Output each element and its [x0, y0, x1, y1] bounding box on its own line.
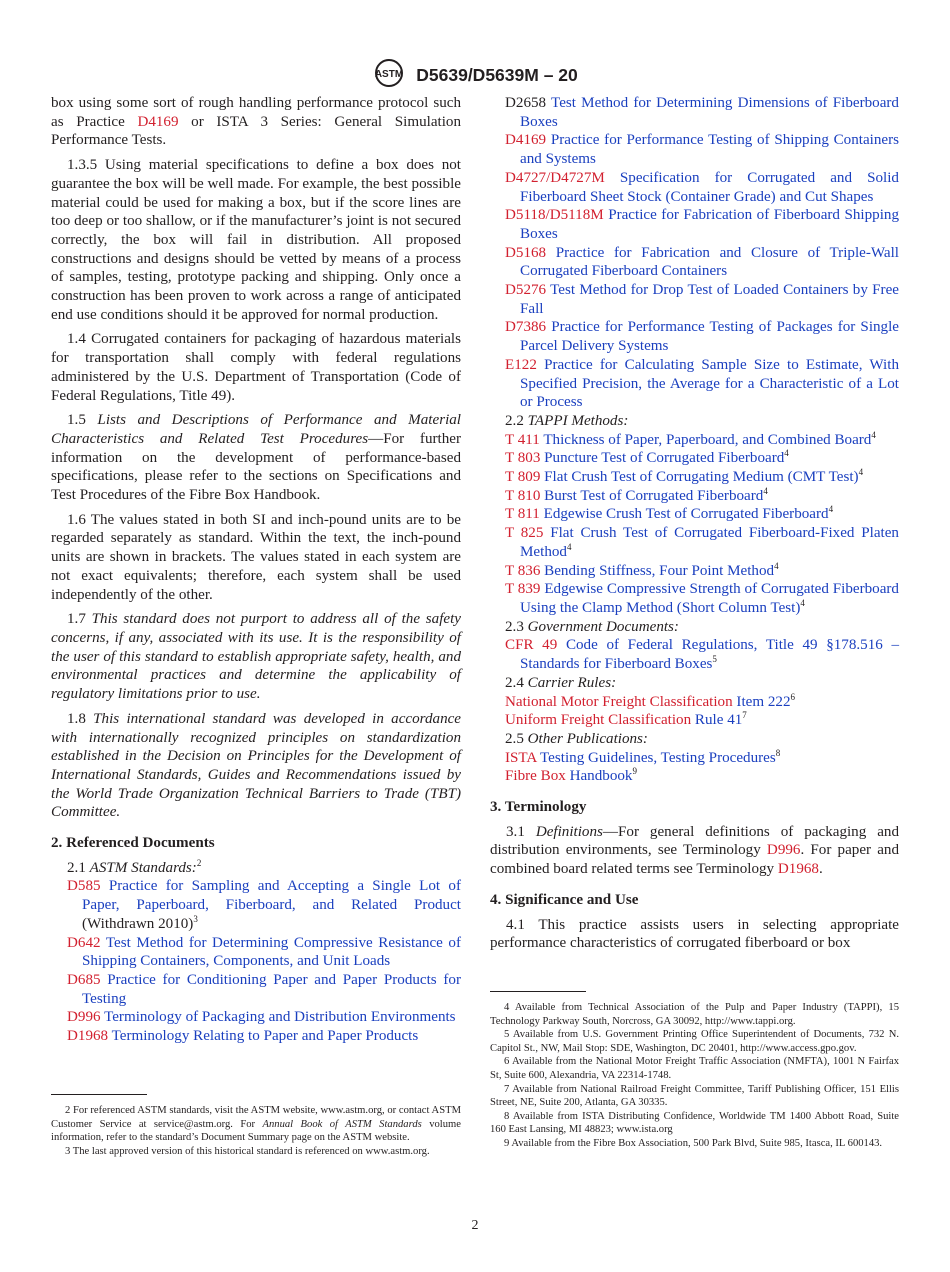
ref-title[interactable]: Practice for Performance Testing of Packages for Single Parcel Delivery Systems	[520, 319, 899, 355]
ref-title[interactable]: Puncture Test of Corrugated Fiberboard	[544, 450, 785, 467]
reference-t809: T 809 Flat Crush Test of Corrugating Medium (CMT Test)$^4$	[505, 467, 864, 486]
ref-title[interactable]: Edgewise Crush Test of Corrugated Fiberboard	[543, 506, 829, 523]
ref-title[interactable]: Practice for Fabrication of Fiberboard Shipping Boxes	[520, 207, 899, 242]
ref-title[interactable]: Practice for Conditioning Paper and Paper Products for Testing	[82, 971, 461, 1007]
ref-code[interactable]: D4169	[505, 132, 547, 149]
reference-d2658	[505, 94, 899, 131]
reference-d642	[67, 934, 461, 971]
ref-code[interactable]: D5118/D5118M	[505, 207, 604, 224]
section-heading-terminology: 3. Terminology	[490, 799, 587, 816]
left-column	[51, 94, 461, 1046]
reference-d7386	[505, 318, 899, 355]
ref-title[interactable]: Test Method for Drop Test of Loaded Containers by Free Fall	[520, 282, 899, 317]
ref-code[interactable]: ISTA	[505, 749, 537, 766]
ref-code[interactable]: T 809	[505, 469, 541, 486]
ref-code[interactable]: D585	[67, 878, 101, 895]
reference-d5118	[505, 206, 899, 243]
reference-t825: T 825 Flat Crush Test of Corrugated Fiberboard-Fixed Platen Method$^4$	[505, 525, 899, 560]
ref-code[interactable]: D685	[67, 971, 101, 988]
ref-code: D2658	[505, 95, 547, 111]
footnote-2: 2 For referenced ASTM standards, visit the ASTM website, www.astm.org, or contact ASTM Customer Service at service@astm.org. For Annual Book of ASTM Standards volume information, refer to the standard’s Document Summary page on the ASTM website.	[51, 1105, 461, 1144]
ref-title[interactable]: Terminology Relating to Paper and Paper Products	[111, 1028, 419, 1045]
link-d4169[interactable]: D4169	[137, 113, 179, 130]
reference-fibre-box: Fibre Box Handbook$^9$	[505, 766, 637, 785]
paragraph-1-4: 1.4 Corrugated containers for packaging of hazardous materials for transportation shall comply with federal regulations administered by the U.S. Department of Transportation (Code of Federal Regulations, Title 49).	[51, 331, 461, 404]
ref-title[interactable]: Code of Federal Regulations, Title 49 §178.516 – Standards for Fiberboard Boxes	[520, 637, 899, 673]
reference-d585: D585 Practice for Sampling and Accepting a Single Lot of Paper, Paperboard, Fiberboard, and Related Product (Withdrawn 2010)$^3$	[67, 878, 461, 932]
ref-title[interactable]: Specification for Corrugated and Solid Fiberboard Sheet Stock (Container Grade) and Cut Shapes	[520, 169, 899, 205]
ref-code[interactable]: Fibre Box	[505, 768, 566, 785]
ref-code[interactable]: T 803	[505, 450, 541, 467]
reference-e122	[505, 356, 899, 412]
ref-title[interactable]: Terminology of Packaging and Distribution Environments	[104, 1009, 456, 1026]
footnote-rule-right	[490, 991, 586, 992]
ref-code[interactable]: D5168	[505, 244, 547, 261]
reference-t811: T 811 Edgewise Crush Test of Corrugated Fiberboard$^4$	[505, 504, 834, 523]
ref-title[interactable]: Practice for Sampling and Accepting a Single Lot of Paper, Paperboard, Fiberboard, and Related Product	[82, 878, 461, 914]
reference-t810: T 810 Burst Test of Corrugated Fiberboard$^4$	[505, 485, 768, 504]
ref-code[interactable]: National Motor Freight Classification	[505, 693, 733, 710]
ref-title[interactable]: Edgewise Compressive Strength of Corrugated Fiberboard Using the Clamp Method (Short Column Test)	[520, 581, 899, 616]
ref-code[interactable]: T 811	[505, 506, 540, 523]
footnote-6: 6 Available from the National Motor Freight Traffic Association (NMFTA), 1001 N Fairfax St, Suite 600, Alexandria, VA 22314-1748.	[490, 1056, 899, 1081]
astm-logo-icon	[372, 58, 406, 93]
paragraph-1-3-5: 1.3.5 Using material specifications to define a box does not guarantee the box will be well made. For example, the best possible material could be used for making a box, but if the score lines are too deep or too shallow, or if the manufacturer’s joint is not secured correctly, the box will fail in distribution. All proposed constructions and designs should be vetted by means of a process of samples, testing, prototype packing and shipping. Only once a construction has been proven to work across a range of anticipated end use conditions should it be approved for normal production.	[51, 157, 461, 323]
paragraph-4-1: 4.1 This practice assists users in selecting appropriate performance characteristics of corrugated fiberboard or box	[490, 916, 899, 952]
ref-title[interactable]: Test Method for Determining Compressive Resistance of Shipping Containers, Components, and Unit Loads	[82, 934, 461, 970]
footnote-7: 7 Available from National Railroad Freight Committee, Tariff Publishing Officer, 151 Ellis Street, NE, Suite 200, Atlanta, GA 30335.	[490, 1083, 899, 1109]
reference-nmfc: National Motor Freight Classification Item $222^6$	[505, 691, 795, 710]
paragraph-3-1: 3.1 Definitions—For general definitions of packaging and distribution environments, see Terminology D996. For paper and combined board related terms see Terminology D1968.	[490, 823, 900, 878]
link-d996[interactable]: D996	[766, 842, 801, 859]
ref-title[interactable]: Item 222	[736, 693, 791, 710]
ref-code[interactable]: D4727/D4727M	[505, 169, 605, 186]
ref-code[interactable]: T 825	[505, 525, 544, 542]
section-heading-referenced-documents: 2. Referenced Documents	[51, 835, 215, 852]
reference-t839: T 839 Edgewise Compressive Strength of Corrugated Fiberboard Using the Clamp Method (Short Column Test)$^4$	[505, 581, 899, 616]
ref-title[interactable]: Practice for Performance Testing of Shipping Containers and Systems	[520, 132, 899, 168]
astm-logo-text: ASTM	[375, 69, 404, 80]
paragraph-1-7: 1.7 This standard does not purport to address all of the safety concerns, if any, associated with its use. It is the responsibility of the user of this standard to establish appropriate safety, health, and environmental practices and determine the applicability of regulatory limitations prior to use.	[51, 611, 462, 703]
reference-d685	[67, 971, 461, 1008]
reference-d5276	[505, 281, 899, 318]
reference-t836: T 836 Bending Stiffness, Four Point Method$^4$	[505, 560, 779, 579]
reference-d996	[67, 1008, 461, 1027]
paragraph-1-8: 1.8 This international standard was developed in accordance with internationally recognized principles on standardization established in the Decision on Principles for the Development of International Standards, Guides and Recommendations issued by the World Trade Organization Technical Barriers to Trade (TBT) Committee.	[51, 710, 462, 821]
ref-title[interactable]: Rule 41	[694, 712, 743, 729]
reference-cfr49: CFR 49 Code of Federal Regulations, Title 49 §178.516 – Standards for Fiberboard Boxes$^5$	[505, 637, 899, 673]
ref-title[interactable]: Thickness of Paper, Paperboard, and Combined Board	[543, 431, 872, 448]
subsection-2-2: 2.2 TAPPI Methods:	[505, 412, 629, 429]
ref-code[interactable]: Uniform Freight Classification	[505, 712, 692, 729]
ref-title[interactable]: Testing Guidelines, Testing Procedures	[540, 749, 776, 766]
footnote-4: 4 Available from Technical Association of the Pulp and Paper Industry (TAPPI), 15 Technology Parkway South, Norcross, GA 30092, http://www.tappi.org.	[490, 1002, 899, 1027]
ref-code[interactable]: D7386	[505, 319, 547, 336]
footnotes-right	[490, 1001, 899, 1151]
link-d1968[interactable]: D1968	[777, 861, 819, 878]
footnote-3: 3 The last approved version of this historical standard is referenced on www.astm.org.	[65, 1145, 430, 1157]
ref-code[interactable]: CFR 49	[505, 637, 558, 654]
ref-code[interactable]: T 839	[505, 581, 541, 598]
ref-code[interactable]: T 411	[505, 431, 540, 448]
footnote-8: 8 Available from ISTA Distributing Confidence, Worldwide TM 1400 Abbott Road, Suite 160 East Lansing, MI 48823; www.ista.org	[490, 1110, 899, 1136]
subsection-2-1: 2.1 ASTM Standards:$^2$	[67, 857, 202, 876]
reference-d4169	[505, 131, 899, 168]
ref-code[interactable]: D642	[67, 934, 101, 951]
page-number: 2	[471, 1218, 479, 1233]
ref-title[interactable]: Bending Stiffness, Four Point Method	[544, 562, 775, 579]
reference-d5168	[505, 244, 899, 281]
subsection-2-3: 2.3 Government Documents:	[505, 618, 679, 635]
paragraph-1-5: 1.5 Lists and Descriptions of Performance and Material Characteristics and Related Test Procedures—For further information on the development of performance-based specifications, please refer to the sections on Specifications and Test Procedures of the Fibre Box Handbook.	[51, 412, 461, 504]
paragraph-1-6: 1.6 The values stated in both SI and inch-pound units are to be regarded separately as standard. Within the text, the inch-pound units are shown in brackets. The values stated in each system are not exact equivalents; therefore, each system shall be used independently of the other.	[51, 511, 461, 603]
reference-t411: T 411 Thickness of Paper, Paperboard, and Combined Board$^4$	[505, 429, 876, 448]
subsection-2-5: 2.5 Other Publications:	[505, 730, 648, 747]
reference-d4727	[505, 169, 899, 206]
designation-title: D5639/D5639M – 20	[416, 65, 578, 85]
ref-title[interactable]: Practice for Fabrication and Closure of Triple-Wall Corrugated Fiberboard Containers	[520, 244, 899, 280]
subsection-2-4: 2.4 Carrier Rules:	[505, 674, 617, 691]
ref-title[interactable]: Practice for Calculating Sample Size to Estimate, With Specified Precision, the Average for a Characteristic of a Lot or Process	[520, 356, 899, 411]
ref-code[interactable]: T 810	[505, 487, 541, 504]
reference-d1968	[67, 1027, 461, 1046]
reference-t803: T 803 Puncture Test of Corrugated Fiberboard$^4$	[505, 448, 789, 467]
ref-code[interactable]: D5276	[505, 282, 547, 299]
ref-title[interactable]: Flat Crush Test of Corrugating Medium (CMT Test)	[544, 469, 859, 486]
ref-code[interactable]: D996	[67, 1009, 101, 1026]
right-column	[490, 94, 900, 959]
ref-code[interactable]: T 836	[505, 562, 541, 579]
paragraph-1-3-4-continued: box using some sort of rough handling performance protocol such as Practice D4169 or ISTA 3 Series: General Simulation Performance Tests.	[51, 95, 461, 149]
footnotes-left	[51, 1104, 461, 1158]
footnote-5: 5 Available from U.S. Government Printing Office Superintendent of Documents, 732 N. Capitol St., NW, Mail Stop: SDE, Washington, DC 20401, http://www.access.gpo.gov.	[490, 1029, 899, 1054]
reference-ista: ISTA Testing Guidelines, Testing Procedures$^8$	[505, 747, 781, 766]
ref-code[interactable]: E122	[505, 356, 537, 373]
footnote-rule-left	[51, 1094, 147, 1095]
section-heading-significance-and-use: 4. Significance and Use	[490, 891, 639, 908]
ref-title[interactable]: Test Method for Determining Dimensions of Fiberboard Boxes	[520, 95, 899, 130]
page-header	[0, 58, 950, 93]
ref-title[interactable]: Burst Test of Corrugated Fiberboard	[544, 487, 764, 504]
reference-ufc: Uniform Freight Classification Rule $41^7$	[505, 710, 747, 729]
footnote-9: 9 Available from the Fibre Box Association, 500 Park Blvd, Suite 985, Itasca, IL 600143.	[504, 1137, 883, 1149]
ref-title[interactable]: Flat Crush Test of Corrugated Fiberboard-Fixed Platen Method	[520, 525, 899, 560]
ref-code[interactable]: D1968	[67, 1028, 109, 1045]
ref-title[interactable]: Handbook	[569, 768, 633, 785]
